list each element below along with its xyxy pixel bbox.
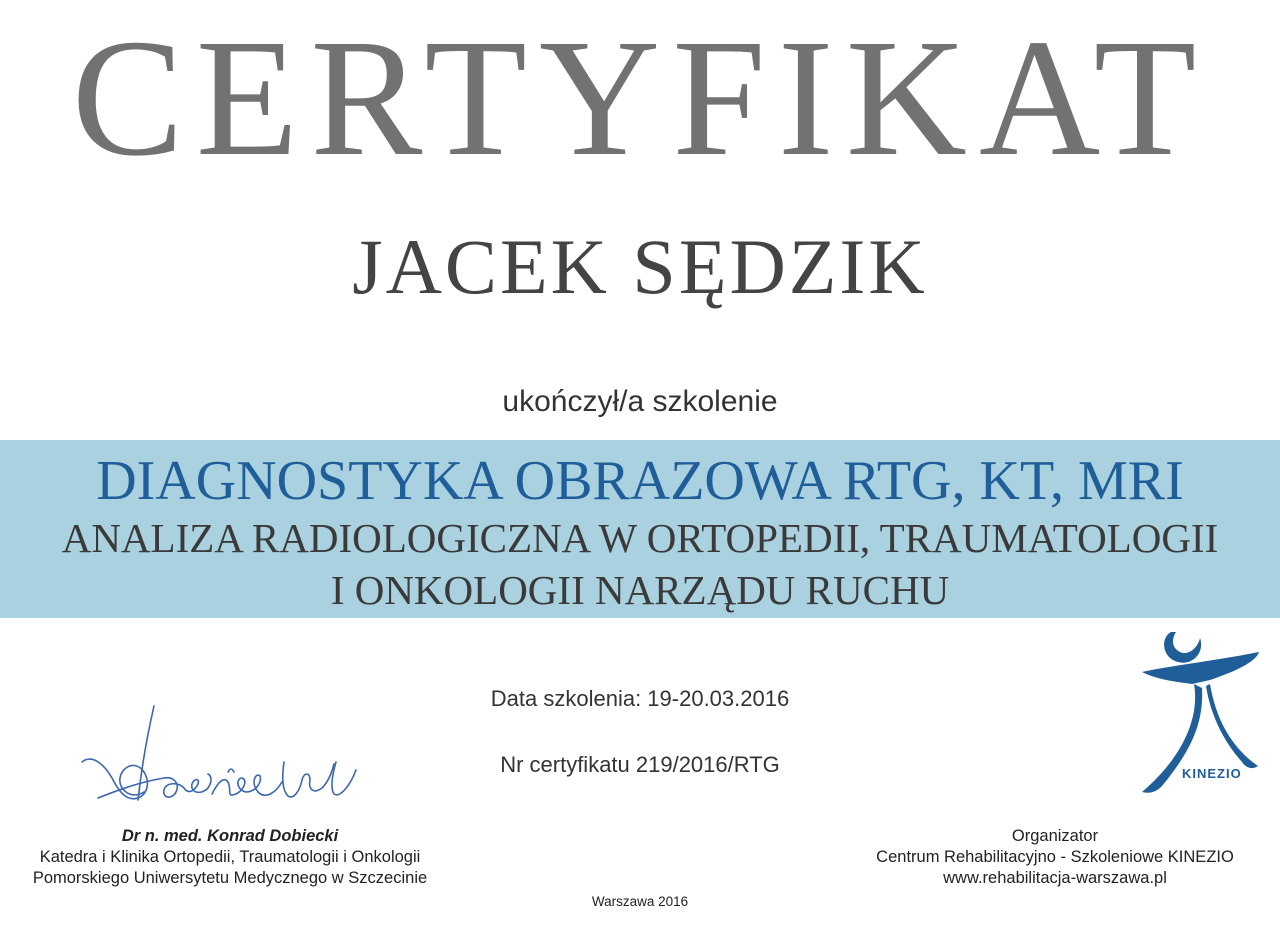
signer-name: Dr n. med. Konrad Dobiecki bbox=[121, 827, 339, 845]
completed-text: ukończył/a szkolenie bbox=[502, 385, 778, 418]
signer-affiliation-line1: Katedra i Klinika Ortopedii, Traumatologii i Onkologii bbox=[39, 848, 421, 866]
place-year: Warszawa 2016 bbox=[591, 894, 689, 909]
course-subtitle-line1: ANALIZA RADIOLOGICZNA W ORTOPEDII, TRAUMATOLOGII bbox=[61, 515, 1219, 561]
signer-affiliation-line2: Pomorskiego Uniwersytetu Medycznego w Szczecinie bbox=[32, 869, 428, 887]
course-subtitle-line2: I ONKOLOGII NARZĄDU RUCHU bbox=[330, 567, 950, 613]
organizer-heading: Organizator bbox=[1011, 827, 1099, 845]
recipient-name: JACEK SĘDZIK bbox=[352, 223, 928, 310]
certificate-title: CERTYFIKAT bbox=[71, 5, 1209, 191]
course-title: DIAGNOSTYKA OBRAZOWA RTG, KT, MRI bbox=[96, 450, 1184, 512]
logo-text: KINEZIO bbox=[1182, 766, 1242, 781]
handwritten-signature bbox=[78, 702, 378, 822]
signer-block bbox=[0, 826, 460, 889]
training-date: Data szkolenia: 19-20.03.2016 bbox=[490, 686, 790, 711]
organizer-name: Centrum Rehabilitacyjno - Szkoleniowe KINEZIO bbox=[876, 848, 1234, 866]
organizer-block bbox=[840, 826, 1270, 889]
organizer-website: www.rehabilitacja-warszawa.pl bbox=[943, 869, 1167, 887]
certificate-number: Nr certyfikatu 219/2016/RTG bbox=[500, 752, 780, 777]
course-subtitle bbox=[0, 512, 1280, 616]
